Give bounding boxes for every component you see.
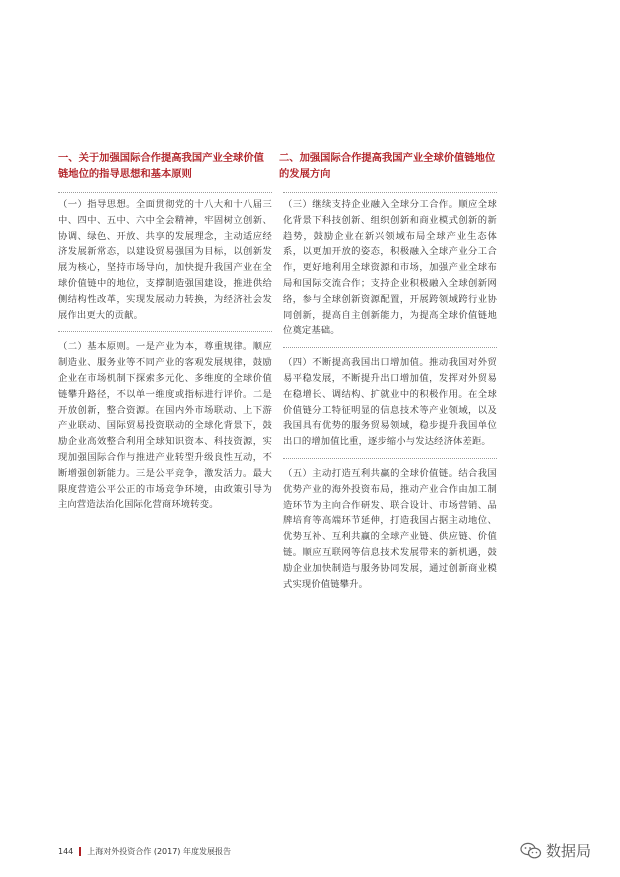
watermark-text: 数据局 <box>546 842 592 860</box>
wechat-icon <box>520 842 542 860</box>
page-number: 144 <box>58 847 74 856</box>
section-heading-left: 一、关于加强国际合作提高我国产业全球价值链地位的指导思想和基本原则 <box>58 152 264 180</box>
section-heading-right: 二、加强国际合作提高我国产业全球价值链地位的发展方向 <box>279 152 496 180</box>
divider-rule <box>283 192 497 193</box>
divider-rule <box>283 458 497 459</box>
divider-rule <box>283 347 497 348</box>
divider-rule <box>58 192 272 193</box>
paragraph-guiding-thought: （一）指导思想。全面贯彻党的十八大和十八届三中、四中、五中、六中全会精神，牢固树立创新、协调、绿色、开放、共享的发展理念，主动适应经济发展新常态，以建设贸易强国为目标，以创新发展为核心，坚持市场导向，加快提升我国产业在全球价值链中的地位，支撑制造强国建设，推进供给侧结构性改革，实现发展动力转换，为经济社会发展作出更大的贡献。 <box>58 199 272 321</box>
left-column <box>58 150 272 513</box>
report-title: 上海对外投资合作 (2017) 年度发展报告 <box>87 847 231 856</box>
divider-rule <box>58 331 272 332</box>
paragraph-basic-principles: （二）基本原则。一是产业为本，尊重规律。顺应制造业、服务业等不同产业的客观发展规律，鼓励企业在市场机制下探索多元化、多维度的全球价值链攀升路径，不以单一维度或指标进行评价。二是开放创新，整合资源。在国内外市场联动、上下游产业联动、国际贸易投资联动的全球化背景下，鼓励企业高效整合利用全球知识资本、科技资源，实现加强国际合作与推进产业转型升级良性互动，不断增强创新能力。三是公平竞争，激发活力。最大限度营造公平公正的市场竞争环境，由政策引导为主向营造法治化国际化营商环境转变。 <box>58 341 272 511</box>
paragraph-win-win-value-chain: （五）主动打造互利共赢的全球价值链。结合我国优势产业的海外投资布局，推动产业合作由加工制造环节为主向合作研发、联合设计、市场营销、品牌培育等高端环节延伸，打造我国占据主动地位、优势互补、互利共赢的全球产业链、供应链、价值链。顺应互联网等信息技术发展带来的新机遇，鼓励企业加快制造与服务协同发展，通过创新商业模式实现价值链攀升。 <box>283 467 497 590</box>
watermark <box>520 840 591 861</box>
page-footer <box>58 846 231 857</box>
paragraph-global-division: （三）继续支持企业融入全球分工合作。顺应全球化背景下科技创新、组织创新和商业模式创新的新趋势，鼓励企业在新兴领域布局全球产业生态体系，以更加开放的姿态，积极融入全球产业分工合作，更好地利用全球资源和市场，加强产业全球布局和国际交流合作；支持企业积极融入全球创新网络，参与全球创新资源配置，开展跨领域跨行业协同创新，提高自主创新能力，为提高全球价值链地位奠定基础。 <box>283 199 497 337</box>
footer-divider-bar <box>79 847 81 856</box>
paragraph-export-value-added: （四）不断提高我国出口增加值。推动我国对外贸易平稳发展，不断提升出口增加值，发挥对外贸易在稳增长、调结构、扩就业中的积极作用。在全球价值链分工特征明显的信息技术等产业领域，以及我国具有优势的服务贸易领域，稳步提升我国单位出口的增加值比重，逐步缩小与发达经济体差距。 <box>283 357 497 448</box>
right-column <box>279 150 497 592</box>
